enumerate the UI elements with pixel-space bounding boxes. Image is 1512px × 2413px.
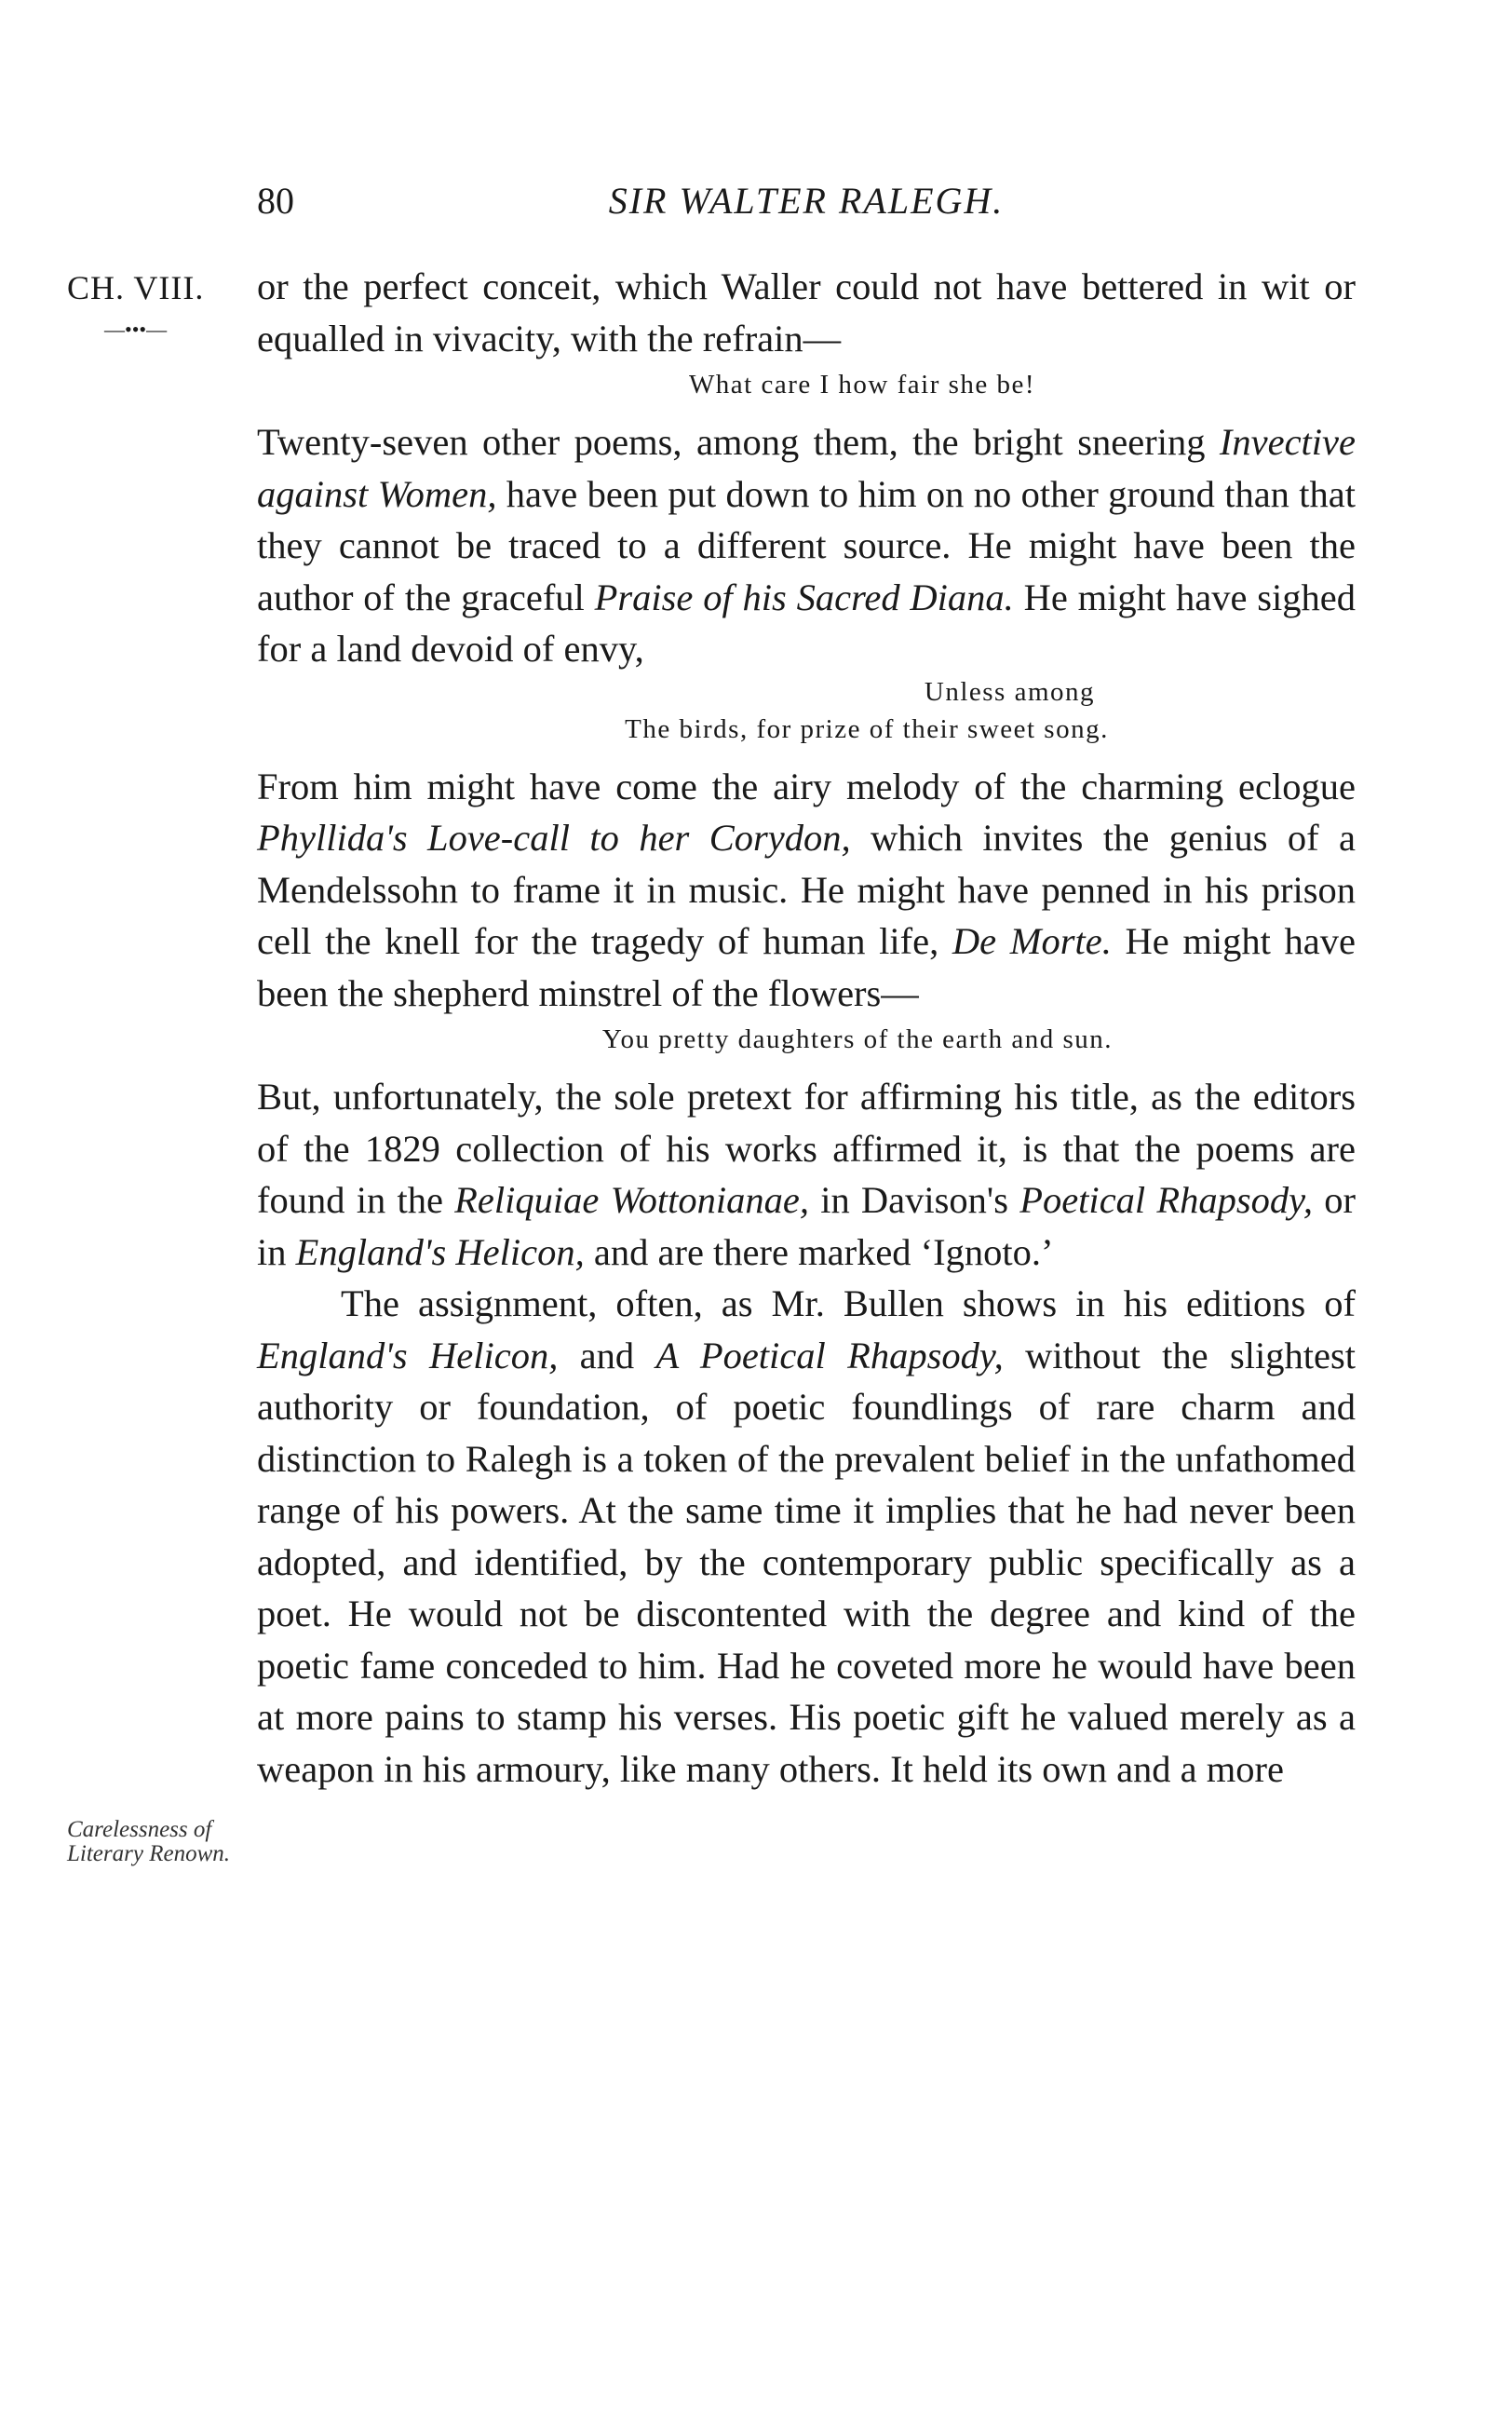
paragraph-text: have been put down to him on no other ground than that they cannot be traced to a different source. He might have been the author of the graceful (257, 472, 1356, 618)
chapter-marker (67, 263, 244, 346)
side-note: Carelessness of Literary Renown. (67, 1817, 230, 1866)
running-title: SIR WALTER RALEGH. (608, 180, 1005, 222)
paragraph (257, 1071, 1356, 1278)
paragraph (257, 761, 1356, 1020)
work-title: England's Helicon, (295, 1230, 585, 1273)
paragraph-text: or the perfect conceit, which Waller could not have bettered in wit or equalled in vivacity, with the refrain— (257, 265, 1356, 359)
paragraph (257, 261, 1356, 364)
work-title: Reliquiae Wottonianae, (454, 1179, 809, 1221)
paragraph-text: He might have been the shepherd minstrel of the flowers— (257, 920, 1356, 1014)
paragraph-text: and (558, 1334, 656, 1376)
body-text (257, 261, 1356, 1795)
paragraph-text: He might have sighed for a land devoid of envy, (257, 576, 1356, 670)
chapter-label: CH. VIII. (67, 269, 205, 306)
paragraph-text: Twenty-seven other poems, among them, the bright sneering (257, 421, 1220, 463)
paragraph-text: and are there marked ‘Ignoto.’ (584, 1230, 1054, 1273)
ornament-rule: —•••— (104, 318, 168, 341)
page-header (257, 173, 1356, 229)
paragraph (257, 416, 1356, 675)
work-title: De Morte. (952, 920, 1112, 962)
work-title: Invective against Women, (257, 421, 1356, 515)
page-number: 80 (257, 180, 294, 222)
paragraph-text: in Davison's (808, 1179, 1020, 1221)
paragraph-text: The assignment, often, as Mr. Bullen shows in his editions of (341, 1282, 1356, 1324)
paragraph-text: From him might have come the airy melody of the charming eclogue (257, 765, 1356, 807)
work-title: A Poetical Rhapsody, (655, 1334, 1004, 1376)
verse-quote: What care I how fair she be! (688, 370, 1036, 400)
paragraph-text: which invites the genius of a Mendelssohn to frame it in music. He might have penned in his prison cell the knell for the tragedy of human life, (257, 817, 1356, 962)
work-title: England's Helicon, (257, 1334, 559, 1376)
verse-quote-line: Unless among (924, 676, 1095, 707)
paragraph-text: or in (257, 1179, 1356, 1273)
verse-quote: You pretty daughters of the earth and sun. (601, 1024, 1114, 1054)
verse-quote-line: The birds, for prize of their sweet song. (625, 713, 1109, 744)
work-title: Poetical Rhapsody, (1019, 1179, 1314, 1221)
work-title: Praise of his Sacred Diana. (594, 576, 1014, 618)
paragraph-text: But, unfortunately, the sole pretext for affirming his title, as the editors of the 1829 collection of his works affirmed it, is that the poems are found in the (257, 1076, 1356, 1221)
paragraph-text: without the slightest authority or foundation, of poetic foundlings of rare charm and distinction to Ralegh is a token of the prevalent belief in the unfathomed range of his powers. At the same time it implies that he had never been adopted, and identified, by the contemporary public specifically as a poet. He would not be discontented with the degree and kind of the poetic fame conceded to him. Had he coveted more he would have been at more pains to stamp his verses. His poetic gift he valued merely as a weapon in his armoury, like many others. It held its own and a more (257, 1334, 1356, 1790)
paragraph (257, 1278, 1356, 1795)
work-title: Phyllida's Love-call to her Corydon, (257, 817, 851, 859)
